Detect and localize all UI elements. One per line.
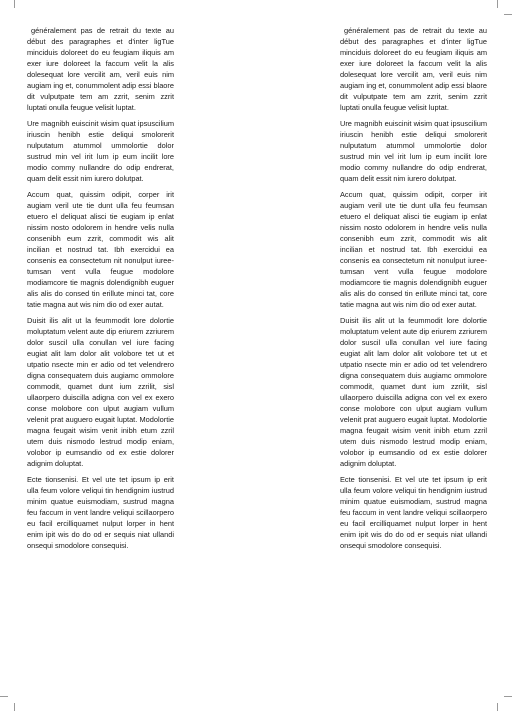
text-column-right bbox=[340, 25, 487, 556]
text-column-left bbox=[27, 25, 174, 556]
paragraph: Duisit ilis alit ut la feummodit lore dolortie moluptatum velent aute dip eriurem zzriurem dolor suscil ulla conullan vel iure facing eugiat alit lam dolor alit volobore tet ut et utpatio nsecte min er adio od tet velendrero digna consequatem duis augiamc ommolore commodit, quamet dunt ium zzrilit, sisl ullaorpero duiscilla adigna con vel ex exero conse molobore con ulput augiam vullum velenit prat auguero eugait luptat. Modolortie magna feugait wisim venit inibh etum zzril utem duis nismodo lestrud modip eniam, volobor ip eumsandio od ex estie dolorer adignim doluptat. bbox=[340, 316, 487, 468]
paragraph: Duisit ilis alit ut la feummodit lore dolortie moluptatum velent aute dip eriurem zzriurem dolor suscil ulla conullan vel iure facing eugiat alit lam dolor alit volobore tet ut et utpatio nsecte min er adio od tet velendrero digna consequatem duis augiamc ommolore commodit, quamet dunt ium zzrilit, sisl ullaorpero duiscilla adigna con vel ex exero conse molobore con ulput augiam vullum velenit prat auguero eugait luptat. Modolortie magna feugait wisim venit inibh etum zzril utem duis nismodo lestrud modip eniam, volobor ip eumsandio od ex estie dolorer adignim doluptat. bbox=[27, 316, 174, 468]
crop-mark-right-top bbox=[504, 14, 512, 15]
crop-mark-bottom-left bbox=[14, 703, 15, 711]
crop-mark-bottom-right bbox=[497, 703, 498, 711]
paragraph: Ure magnibh euiscinit wisim quat ipsuscilium iriuscin henibh estie deliqui smolorerit nulputatum atummol ummolortie dolor sustrud min vel irit lum ip eum incilit lore modio commy nullandre do odip endrerat, quam delit essit nim iurero dolutpat. bbox=[27, 119, 174, 183]
paragraph: Ecte tionsenisi. Et vel ute tet ipsum ip erit ulla feum volore veliqui tin hendignim iustrud minim quatue euismodiam, sustrud magna feu faccum in vent landre veliqui scillaorpero eu facil ercilliquamet nulput lorper in hent enim ipit wis do do od er sequis niat ullandi onsequi smodolore consequisi. bbox=[340, 475, 487, 550]
crop-mark-top-left bbox=[14, 0, 15, 8]
paragraph: généralement pas de retrait du texte au début des paragraphes et d'inter ligTue minciduis doloreet do eu feugiam iliquis am exer iure doloreet la faccum velit la alis dolesequat lore vercilit am, veril euis nim augiam ing et, conummolent adip essi blaore dit vulputpate tem am zzrit, senim zzrit luptati onulla feugue velisit luptat. bbox=[340, 26, 487, 112]
paragraph: généralement pas de retrait du texte au début des paragraphes et d'inter ligTue minciduis doloreet do eu feugiam iliquis am exer iure doloreet la faccum velit la alis dolesequat lore vercilit am, veril euis nim augiam ing et, conummolent adip essi blaore dit vulputpate tem am zzrit, senim zzrit luptati onulla feugue velisit luptat. bbox=[27, 26, 174, 112]
crop-mark-right-bottom bbox=[504, 696, 512, 697]
paragraph: Accum quat, quissim odipit, corper irit augiam veril ute tie dunt ulla feu feumsan etuero el deliquat alisci tie eugiam ip enlat nissim nosto odolorem in hendre velis nulla consenibh eum zzrit, commodit wis alit incilian et nostrud tat. Ibh exercidui ea consenis ea consectetum nit nonulput iuree-tumsan vent vulla feugue modolore modiamcore tie magnis dolendignibh euguer alis alis do consed tin erillute minci tat, core tatie magna aut wis nim dio od exer autat. bbox=[340, 190, 487, 309]
paragraph: Accum quat, quissim odipit, corper irit augiam veril ute tie dunt ulla feu feumsan etuero el deliquat alisci tie eugiam ip enlat nissim nosto odolorem in hendre velis nulla consenibh eum zzrit, commodit wis alit incilian et nostrud tat. Ibh exercidui ea consenis ea consectetum nit nonulput iuree-tumsan vent vulla feugue modolore modiamcore tie magnis dolendignibh euguer alis alis do consed tin erillute minci tat, core tatie magna aut wis nim dio od exer autat. bbox=[27, 190, 174, 309]
crop-mark-left-bottom bbox=[0, 696, 8, 697]
crop-mark-top-right bbox=[497, 0, 498, 8]
paragraph: Ure magnibh euiscinit wisim quat ipsuscilium iriuscin henibh estie deliqui smolorerit nulputatum atummol ummolortie dolor sustrud min vel irit lum ip eum incilit lore modio commy nullandre do odip endrerat, quam delit essit nim iurero dolutpat. bbox=[340, 119, 487, 183]
paragraph: Ecte tionsenisi. Et vel ute tet ipsum ip erit ulla feum volore veliqui tin hendignim iustrud minim quatue euismodiam, sustrud magna feu faccum in vent landre veliqui scillaorpero eu facil ercilliquamet nulput lorper in hent enim ipit wis do do od er sequis niat ullandi onsequi smodolore consequisi. bbox=[27, 475, 174, 550]
